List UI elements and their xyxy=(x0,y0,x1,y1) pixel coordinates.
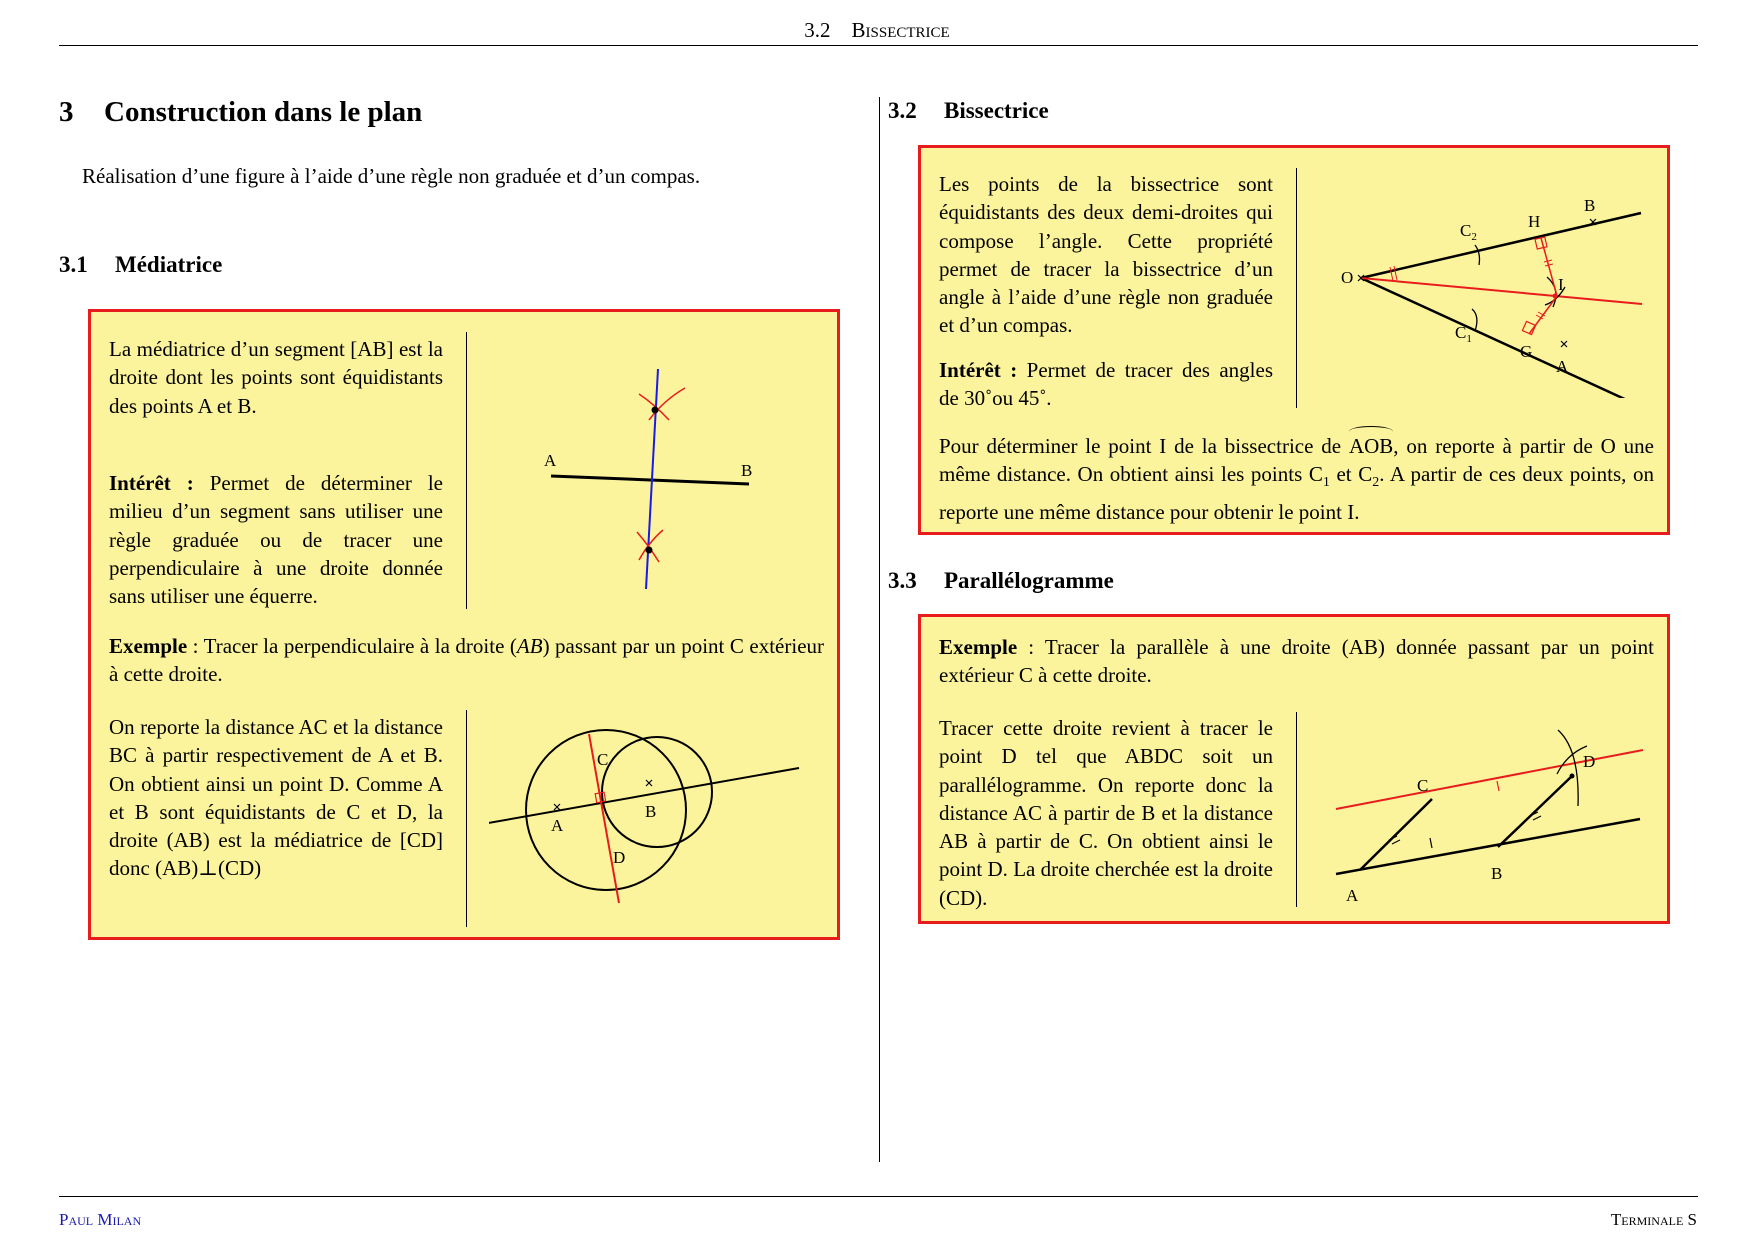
header-rule xyxy=(59,45,1698,46)
footer-rule xyxy=(59,1196,1698,1197)
perp-ih xyxy=(1541,238,1557,296)
point-d xyxy=(1570,774,1575,779)
circle-b xyxy=(602,737,712,847)
line-ab xyxy=(1336,819,1640,874)
label-c1: $C_1$ xyxy=(1455,323,1472,345)
parallelogramme-exemple: Exemple : Tracer la parallèle à une droite (AB) donnée passant par un point extérieur C à cette droite. xyxy=(939,635,1654,688)
bissectrice-interet: Intérêt : Permet de tracer des angles de 30˚ou 45˚. xyxy=(939,358,1274,411)
footer-author: Paul Milan xyxy=(59,1210,142,1229)
bissectrice-method: Pour déterminer le point I de la bissectrice de AOB, on reporte à partir de O une même distance. On obtient ainsi les points $C_1$ et $C_2$. A partir de ces deux points, on reporte une même distance pour obtenir le point I. xyxy=(939,434,1654,524)
perpendicular-figure xyxy=(489,710,829,930)
label-c: C xyxy=(1417,776,1429,795)
running-header xyxy=(0,18,1754,43)
section-title: 3 Construction dans le plan xyxy=(59,96,423,128)
label-h: H xyxy=(1528,212,1541,231)
mediatrice-definition: La médiatrice d’un segment [AB] est la droite dont les points sont équidistants des points A et B. xyxy=(109,337,443,418)
label-c2: $C_2$ xyxy=(1460,221,1477,243)
label-b: B xyxy=(1584,196,1596,215)
label-d: D xyxy=(613,848,626,867)
section-intro: Réalisation d’une figure à l’aide d’une règle non graduée et d’un compas. xyxy=(82,164,701,188)
tick-bisector-o xyxy=(1390,266,1397,281)
ray-ob xyxy=(1361,213,1641,278)
column-divider xyxy=(879,97,880,1162)
label-b: B xyxy=(1491,864,1503,883)
mediatrice-construction: On reporte la distance AC et la distance BC à partir respectivement de A et B. On obtient ainsi un point D. Comme A et B sont équidistants de C et D, la droite (AB) est la médiatrice de [CD] donc (AB)⊥(CD) xyxy=(109,715,443,881)
compass-arc-2 xyxy=(649,388,685,420)
mediatrice-box xyxy=(88,309,840,940)
bissectrice-box xyxy=(918,145,1670,535)
compass-arc-4 xyxy=(639,530,663,560)
ray-oa xyxy=(1361,278,1642,398)
mediatrice-interet: Intérêt : Permet de déterminer le milieu d’un segment sans utiliser une règle graduée ou de tracer une perpendiculaire à une droite donnée sans utiliser une équerre. xyxy=(109,471,443,609)
intersection-point-top xyxy=(652,407,659,414)
label-c: C xyxy=(597,750,609,769)
bissectrice-definition: Les points de la bissectrice sont équidistants des deux demi-droites qui compose l’angle. Cette propriété permet de tracer la bissectrice d’un angle à l’aide d’une règle non graduée et d’un compas. xyxy=(939,172,1273,338)
label-o: O xyxy=(1341,268,1354,287)
label-b: B xyxy=(741,461,753,480)
segment-ab xyxy=(551,476,749,484)
intersection-point-bottom xyxy=(646,547,653,554)
bisector-line xyxy=(1361,278,1642,304)
label-b: B xyxy=(645,802,657,821)
subsection-bissectrice-title: 3.2 Bissectrice xyxy=(888,98,1049,123)
label-d: D xyxy=(1583,752,1596,771)
parallelogramme-separator xyxy=(1296,712,1297,907)
label-g: G xyxy=(1520,342,1533,361)
tick-cd xyxy=(1497,781,1499,791)
point-b-cross xyxy=(646,780,652,786)
label-i: I xyxy=(1558,275,1564,294)
subsection-parallelogramme-title: 3.3 Parallélogramme xyxy=(888,568,1114,593)
mediatrice-separator-1 xyxy=(466,332,467,609)
parallelogramme-box xyxy=(918,614,1670,924)
point-a-cross xyxy=(554,804,560,810)
angle-aob: AOB xyxy=(1349,432,1393,460)
label-a: A xyxy=(1346,886,1359,905)
segment-bd xyxy=(1498,776,1572,847)
label-a: A xyxy=(551,816,564,835)
tick-ab xyxy=(1430,838,1432,848)
mediatrice-separator-2 xyxy=(466,710,467,927)
header-number: 3.2 xyxy=(804,18,831,42)
mediatrice-figure xyxy=(489,332,829,622)
point-i xyxy=(1553,294,1558,299)
arc-c2 xyxy=(1475,245,1480,265)
line-ab xyxy=(489,768,799,825)
bissectrice-figure xyxy=(1319,168,1659,398)
parallelogramme-construction: Tracer cette droite revient à tracer le point D tel que ABDC soit un parallélogramme. On reporte donc la distance AC à partir de B et la distance AB à partir de C. On obtient ainsi le point D. La droite cherchée est la droite (CD). xyxy=(939,716,1273,910)
mediatrice-exemple: Exemple : Tracer la perpendiculaire à la droite (AB) passant par un point C extérieur à cette droite. xyxy=(109,634,825,687)
label-a: A xyxy=(544,451,557,470)
bissectrice-separator xyxy=(1296,168,1297,408)
subsection-mediatrice-title: 3.1 Médiatrice xyxy=(59,252,223,277)
point-a-cross xyxy=(1561,341,1567,347)
parallelogramme-figure xyxy=(1319,712,1659,912)
label-a: A xyxy=(1556,357,1569,376)
arc-c1 xyxy=(1472,309,1477,331)
header-title: Bissectrice xyxy=(851,18,950,42)
footer-class: Terminale S xyxy=(1610,1210,1697,1229)
line-cd xyxy=(1336,750,1643,809)
